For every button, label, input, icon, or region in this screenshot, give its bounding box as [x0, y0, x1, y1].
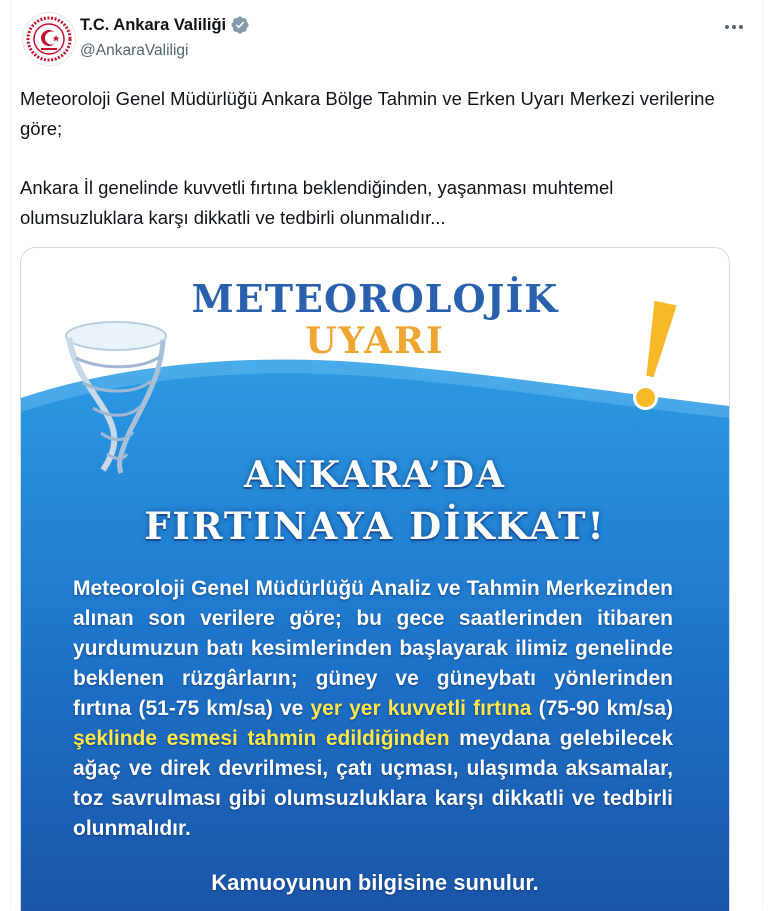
- account-name[interactable]: T.C. Ankara Valiliği: [80, 15, 227, 34]
- tweet-paragraph: Ankara İl genelinde kuvvetli fırtına beklendiğinden, yaşanması muhtemel olumsuzluklara karşı dikkatli ve tedbirli olunmalıdır...: [20, 177, 614, 228]
- poster-headline-line2: FIRTINAYA DİKKAT!: [144, 504, 606, 548]
- poster-body-segment: meydana gelebilecek ağaç ve direk devrilmesi, çatı uçması, ulaşımda aksamalar, toz savrulması gibi olumsuzluklara karşı dikkatli ve tedbirli olunmalıdır.: [73, 727, 674, 840]
- more-options-icon[interactable]: [717, 14, 751, 40]
- poster-body-text: [73, 574, 673, 844]
- account-handle[interactable]: @AnkaraValiligi: [80, 42, 189, 59]
- poster-footer: Kamuoyunun bilgisine sunulur.: [211, 870, 539, 895]
- tweet-paragraph: Meteoroloji Genel Müdürlüğü Ankara Bölge Tahmin ve Erken Uyarı Merkezi verilerine göre;: [20, 88, 715, 139]
- tweet-image[interactable]: [20, 247, 730, 911]
- poster-body-segment: (75-90 km/sa): [531, 697, 673, 720]
- poster-body-highlight: yer yer kuvvetli fırtına: [310, 697, 532, 720]
- poster-headline-line1: ANKARA’DA: [244, 454, 506, 496]
- poster-body-segment: Meteoroloji Genel Müdürlüğü Analiz ve Tahmin Merkezinden alınan son verilere göre; bu gece saatlerinden itibaren yurdumuzun batı kesimlerinden başlayarak ilimiz genelinde beklenen rüzgârların; güney ve güneybatı yönlerinden fırtına (51-75 km/sa) ve: [73, 577, 673, 720]
- ankara-governorship-seal-icon: [23, 13, 75, 65]
- tweet-text: [20, 84, 735, 232]
- poster-body-highlight: şeklinde esmesi tahmin edildiğinden: [73, 727, 450, 750]
- poster-subtitle: UYARI: [305, 320, 445, 362]
- verified-badge-icon: [230, 15, 250, 35]
- avatar[interactable]: [22, 12, 76, 66]
- poster-title: METEOROLOJİK: [191, 276, 559, 321]
